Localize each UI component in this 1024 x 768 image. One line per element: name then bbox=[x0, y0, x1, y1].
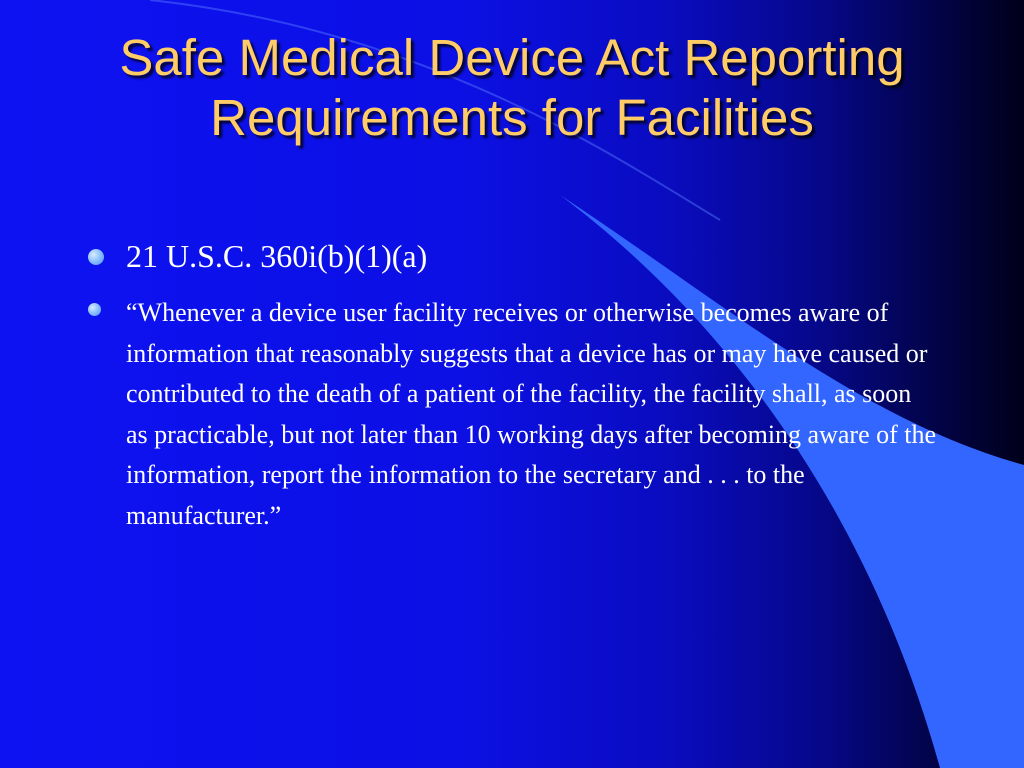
bullet-text: 21 U.S.C. 360i(b)(1)(a) bbox=[126, 238, 428, 274]
slide-title: Safe Medical Device Act Reporting Requirements for Facilities bbox=[119, 29, 905, 146]
bullet-dot-icon bbox=[88, 303, 101, 316]
list-item bbox=[88, 236, 938, 276]
list-item bbox=[88, 293, 938, 537]
bullet-list bbox=[88, 236, 938, 537]
bullet-text: “Whenever a device user facility receives or otherwise becomes aware of information that reasonably suggests that a device has or may have caused or contributed to the death of a patient of the facility, the facility shall, as soon as practicable, but not later than 10 working days after becoming aware of the information, report the information to the secretary and . . . to the manufacturer.” bbox=[126, 298, 937, 530]
bullet-dot-icon bbox=[88, 249, 104, 265]
